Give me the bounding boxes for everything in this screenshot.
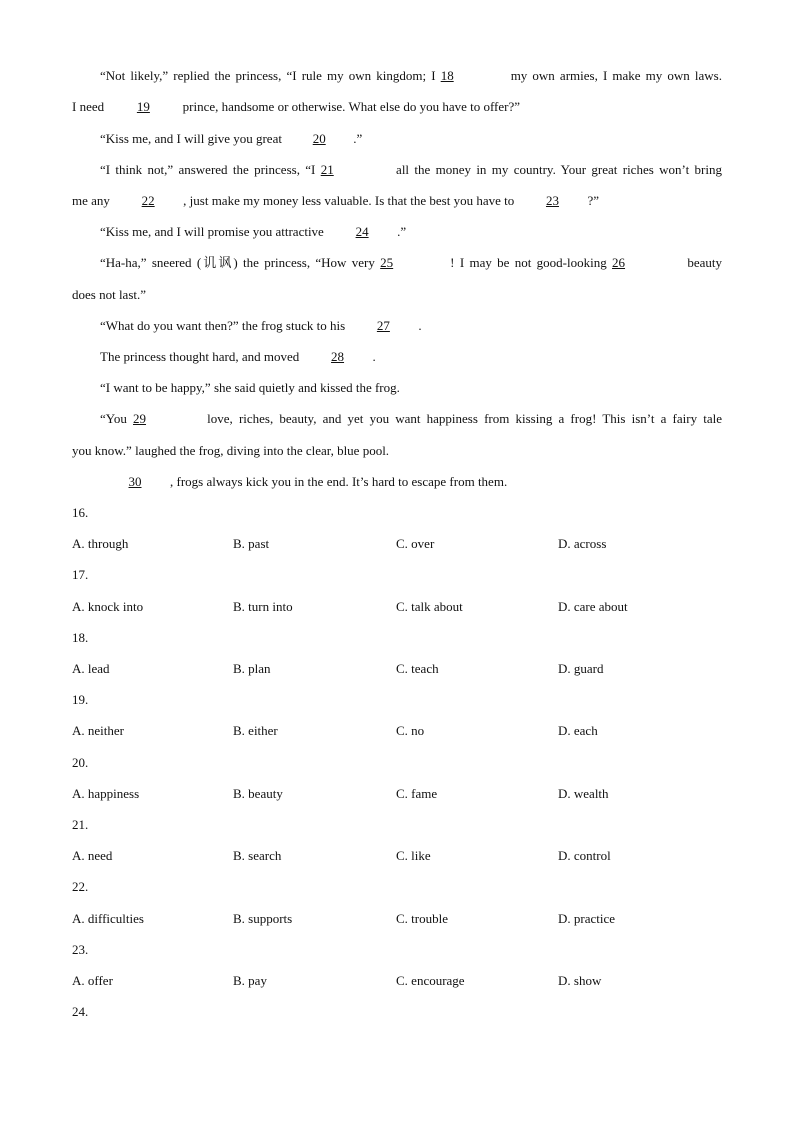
- option-a[interactable]: A. through: [72, 536, 129, 551]
- option-b[interactable]: B. past: [233, 536, 270, 551]
- option-b[interactable]: B. plan: [233, 661, 271, 676]
- question-number: 16.: [72, 505, 89, 520]
- option-b[interactable]: B. turn into: [233, 599, 293, 614]
- option-b[interactable]: B. supports: [233, 911, 293, 926]
- option-c[interactable]: C. encourage: [396, 973, 465, 988]
- option-a[interactable]: A. need: [72, 848, 113, 863]
- option-d[interactable]: D. practice: [558, 911, 616, 926]
- passage-line: “I want to be happy,” she said quietly and kissed the frog.: [100, 380, 400, 395]
- answer-blank: 26: [612, 255, 626, 270]
- answer-blank: 30: [128, 474, 142, 489]
- option-d[interactable]: D. control: [558, 848, 611, 863]
- answer-blank: 29: [133, 411, 147, 426]
- passage-line: does not last.”: [72, 287, 147, 302]
- answer-blank: 28: [331, 349, 345, 364]
- answer-blank: 20: [312, 131, 326, 146]
- option-a[interactable]: A. lead: [72, 661, 110, 676]
- passage-line: 30 , frogs always kick you in the end. It’s hard to escape from them.: [100, 473, 722, 491]
- option-c[interactable]: C. like: [396, 848, 431, 863]
- option-a[interactable]: A. neither: [72, 723, 124, 738]
- option-d[interactable]: D. care about: [558, 599, 628, 614]
- answer-blank: 24: [355, 224, 369, 239]
- passage-line: “Kiss me, and I will promise you attractive 24 .”: [100, 224, 407, 239]
- question-number: 17.: [72, 567, 89, 582]
- passage-line: I need 19 prince, handsome or otherwise. What else do you have to offer?”: [72, 99, 521, 114]
- option-d[interactable]: D. each: [558, 723, 598, 738]
- passage-line: “You 29 love, riches, beauty, and yet you want happiness from kissing a frog! This isn’t a fairy tale: [100, 411, 722, 426]
- question-number: 19.: [72, 692, 89, 707]
- option-b[interactable]: B. pay: [233, 973, 267, 988]
- option-b[interactable]: B. beauty: [233, 786, 283, 801]
- option-c[interactable]: C. over: [396, 536, 435, 551]
- answer-blank: 21: [320, 162, 334, 177]
- option-a[interactable]: A. offer: [72, 973, 113, 988]
- passage-line: “What do you want then?” the frog stuck to his 27 .: [100, 318, 422, 333]
- answer-blank: 22: [141, 193, 155, 208]
- option-c[interactable]: C. teach: [396, 661, 439, 676]
- question-number: 18.: [72, 630, 89, 645]
- passage-line: “I think not,” answered the princess, “I 21 all the money in my country. Your great riches won’t bring: [100, 162, 722, 177]
- question-number: 22.: [72, 879, 89, 894]
- option-d[interactable]: D. show: [558, 973, 602, 988]
- option-d[interactable]: D. wealth: [558, 786, 609, 801]
- option-c[interactable]: C. fame: [396, 786, 438, 801]
- answer-blank: 27: [376, 318, 390, 333]
- answer-blank: 25: [380, 255, 394, 270]
- answer-blank: 18: [440, 68, 454, 83]
- option-a[interactable]: A. knock into: [72, 599, 144, 614]
- option-c[interactable]: C. talk about: [396, 599, 463, 614]
- option-a[interactable]: A. difficulties: [72, 911, 144, 926]
- answer-blank: 19: [136, 99, 150, 114]
- passage-line: The princess thought hard, and moved 28 .: [100, 349, 376, 364]
- option-d[interactable]: D. guard: [558, 661, 604, 676]
- question-number: 24.: [72, 1004, 89, 1019]
- option-b[interactable]: B. search: [233, 848, 282, 863]
- option-b[interactable]: B. either: [233, 723, 278, 738]
- answer-blank: 23: [545, 193, 559, 208]
- passage-line: “Not likely,” replied the princess, “I rule my own kingdom; I 18 my own armies, I make my own laws.: [100, 68, 722, 83]
- question-number: 20.: [72, 755, 89, 770]
- question-number: 23.: [72, 942, 89, 957]
- option-c[interactable]: C. trouble: [396, 911, 448, 926]
- option-c[interactable]: C. no: [396, 723, 425, 738]
- passage-line: you know.” laughed the frog, diving into the clear, blue pool.: [72, 443, 390, 458]
- option-a[interactable]: A. happiness: [72, 786, 140, 801]
- question-number: 21.: [72, 817, 89, 832]
- passage-line: “Kiss me, and I will give you great 20 .”: [100, 131, 363, 146]
- passage-line: “Ha-ha,” sneered (讥讽) the princess, “How very 25 ! I may be not good-looking 26 beauty: [100, 255, 722, 270]
- passage-line: me any 22 , just make my money less valuable. Is that the best you have to 23 ?”: [72, 193, 600, 208]
- option-d[interactable]: D. across: [558, 536, 607, 551]
